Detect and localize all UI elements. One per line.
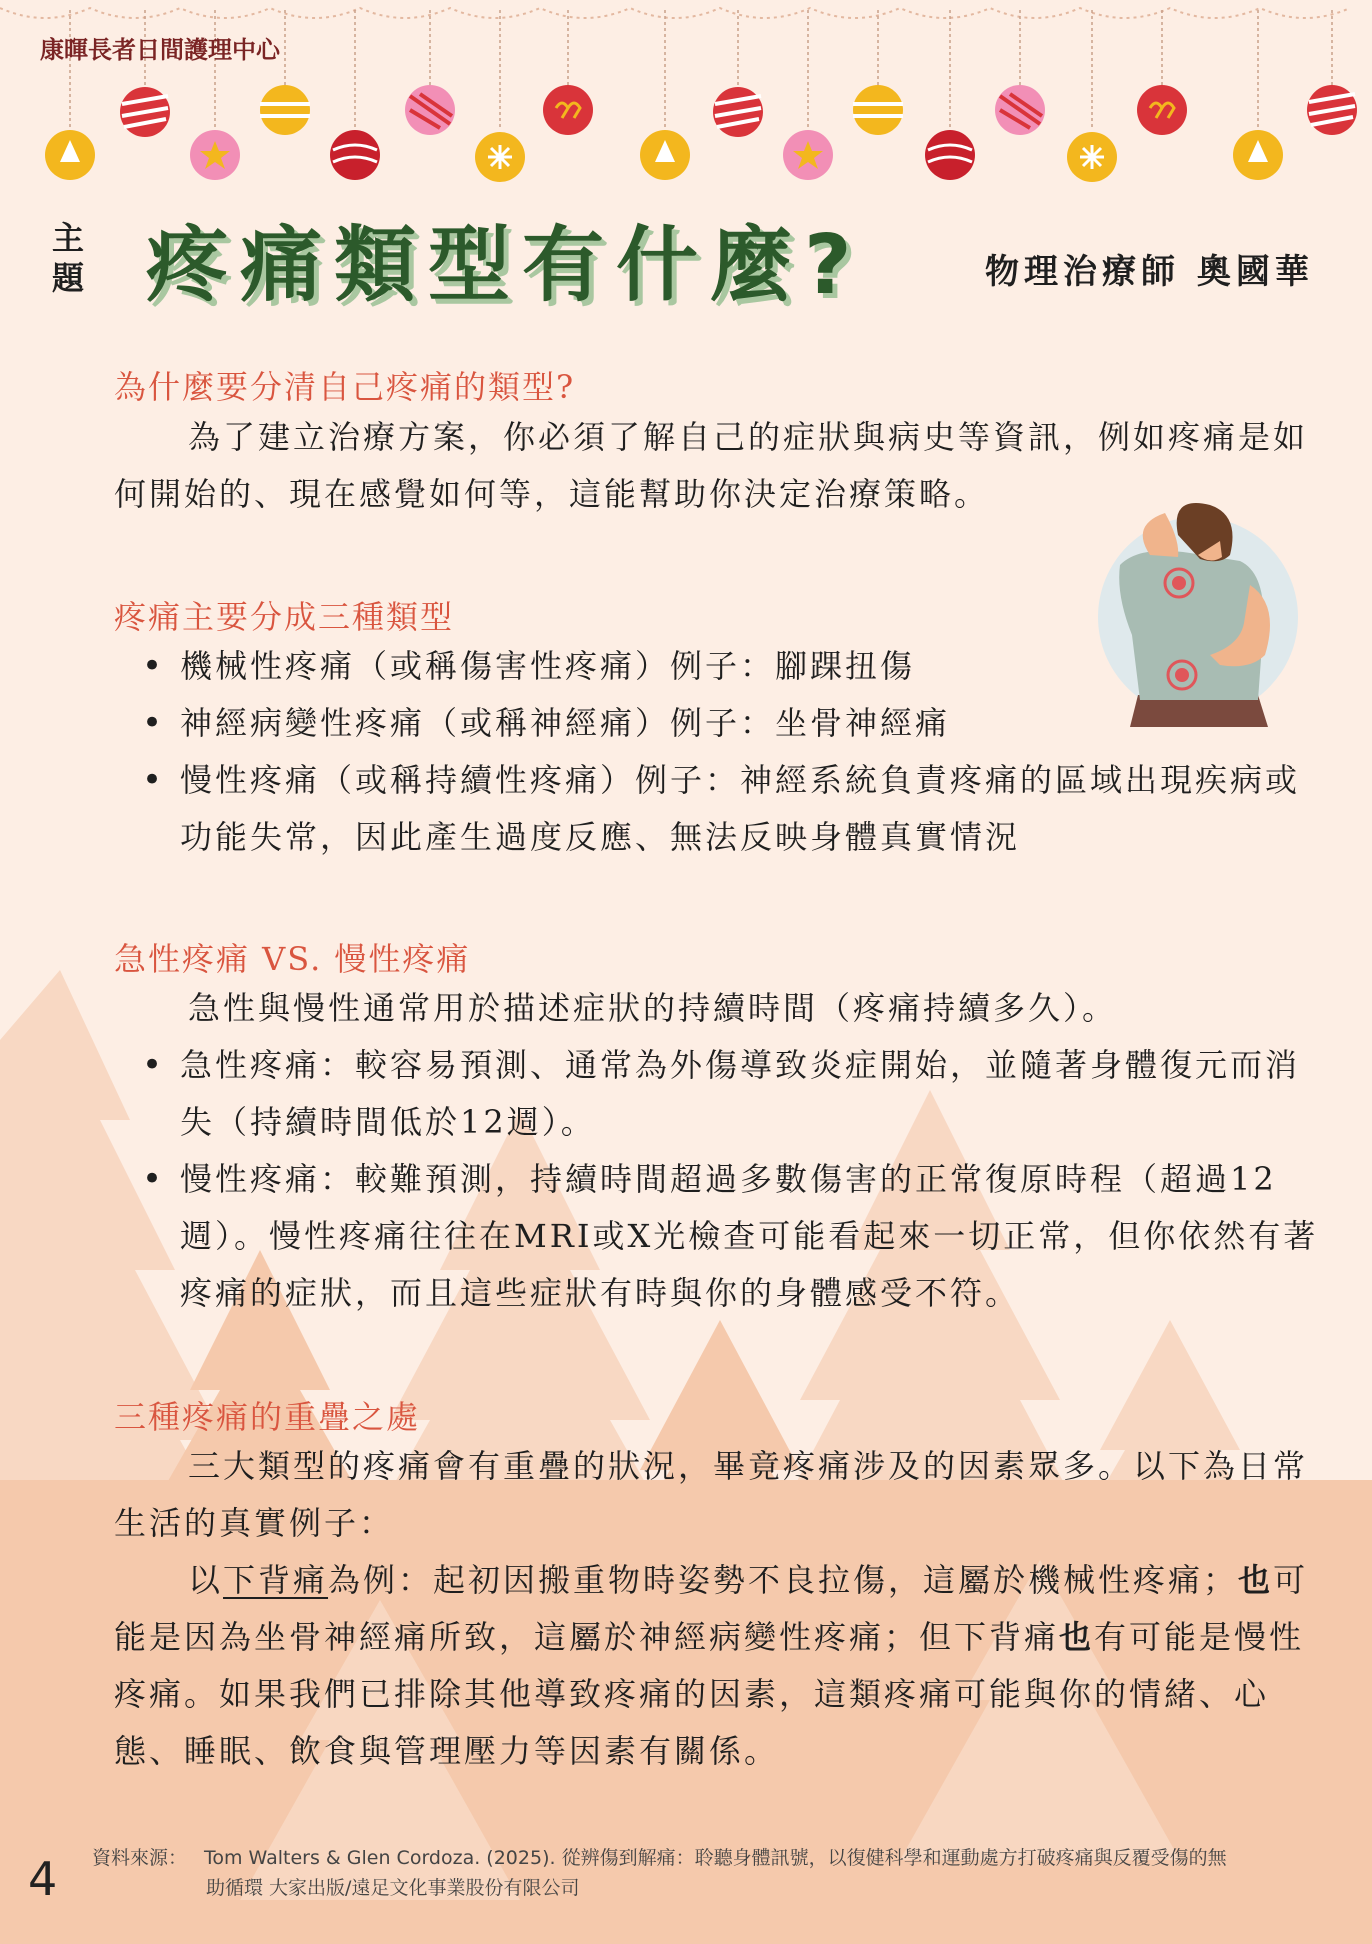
source-line-2: 助循環 大家出版/遠足文化事業股份有限公司 <box>206 1877 580 1899</box>
example-text-3: 有可能是慢性疼痛。如果我們已排除其他導致疼痛的因素，這類疼痛可能與你的情緒、心態、睡眠、飲食與管理壓力等因素有關係。 <box>114 1618 1305 1770</box>
paragraph-text: 為了建立治療方案，你必須了解自己的症狀與病史等資訊，例如疼痛是如何開始的、現在感覺如何等，這能幫助你決定治療策略。 <box>114 418 1309 513</box>
list-item: • 慢性疼痛（或稱持續性疼痛）例子：神經系統負責疼痛的區域出現疾病或功能失常，因此產生過度反應、無法反映身體真實情況 <box>114 752 1324 866</box>
list-item: • 機械性疼痛（或稱傷害性疼痛）例子：腳踝扭傷 <box>114 638 1324 695</box>
source-citation <box>92 1843 1342 1903</box>
example-text-2: 可能是因為坐骨神經痛所致，這屬於神經病變性疼痛；但下背痛 <box>114 1561 1309 1656</box>
source-line-1: Tom Walters & Glen Cordoza. (2025). 從辨傷到解痛：聆聽身體訊號，以復健科學和運動處方打破疼痛與反覆受傷的無 <box>204 1847 1227 1869</box>
section-heading-why: 為什麼要分清自己疼痛的類型? <box>114 368 576 406</box>
example-paragraph <box>114 1552 1336 1780</box>
author-credit: 物理治療師 奧國華 <box>985 252 1314 292</box>
example-bold-1: 也 <box>1238 1561 1274 1599</box>
list-item: • 慢性疼痛：較難預測，持續時間超過多數傷害的正常復原時程（超過12週）。慢性疼痛往往在MRI或X光檢查可能看起來一切正常，但你依然有著疼痛的症狀，而且這些症狀有時與你的身體感受不符。 <box>114 1151 1324 1322</box>
section-paragraph-acute-chronic <box>114 980 1336 1037</box>
example-prefix: 以 <box>188 1561 224 1599</box>
section-paragraph-why <box>114 409 1336 523</box>
pain-types-list <box>114 638 1324 866</box>
paragraph-text: 三大類型的疼痛會有重疊的狀況，畢竟疼痛涉及的因素眾多。以下為日常生活的真實例子： <box>114 1447 1309 1542</box>
section-heading-types: 疼痛主要分成三種類型 <box>114 598 455 636</box>
organization-name: 康暉長者日間護理中心 <box>40 36 280 64</box>
topic-label: 主題 <box>52 219 85 297</box>
acute-chronic-list <box>114 1037 1324 1322</box>
page-title: 疼痛類型有什麼? <box>146 218 864 313</box>
example-bold-2: 也 <box>1059 1618 1095 1656</box>
list-item: • 神經病變性疼痛（或稱神經痛）例子：坐骨神經痛 <box>114 695 1324 752</box>
section-heading-overlap: 三種疼痛的重疊之處 <box>114 1398 421 1436</box>
source-label: 資料來源： <box>92 1847 188 1869</box>
list-item: • 急性疼痛：較容易預測、通常為外傷導致炎症開始，並隨著身體復元而消失（持續時間低於12週）。 <box>114 1037 1324 1151</box>
section-paragraph-overlap <box>114 1438 1336 1552</box>
paragraph-text: 急性與慢性通常用於描述症狀的持續時間（疼痛持續多久）。 <box>188 989 1118 1027</box>
section-heading-acute-chronic: 急性疼痛 VS. 慢性疼痛 <box>114 940 471 978</box>
page-number: 4 <box>28 1852 58 1906</box>
example-text-1: 為例：起初因搬重物時姿勢不良拉傷，這屬於機械性疼痛； <box>328 1561 1239 1599</box>
example-keyword: 下背痛 <box>223 1561 329 1599</box>
